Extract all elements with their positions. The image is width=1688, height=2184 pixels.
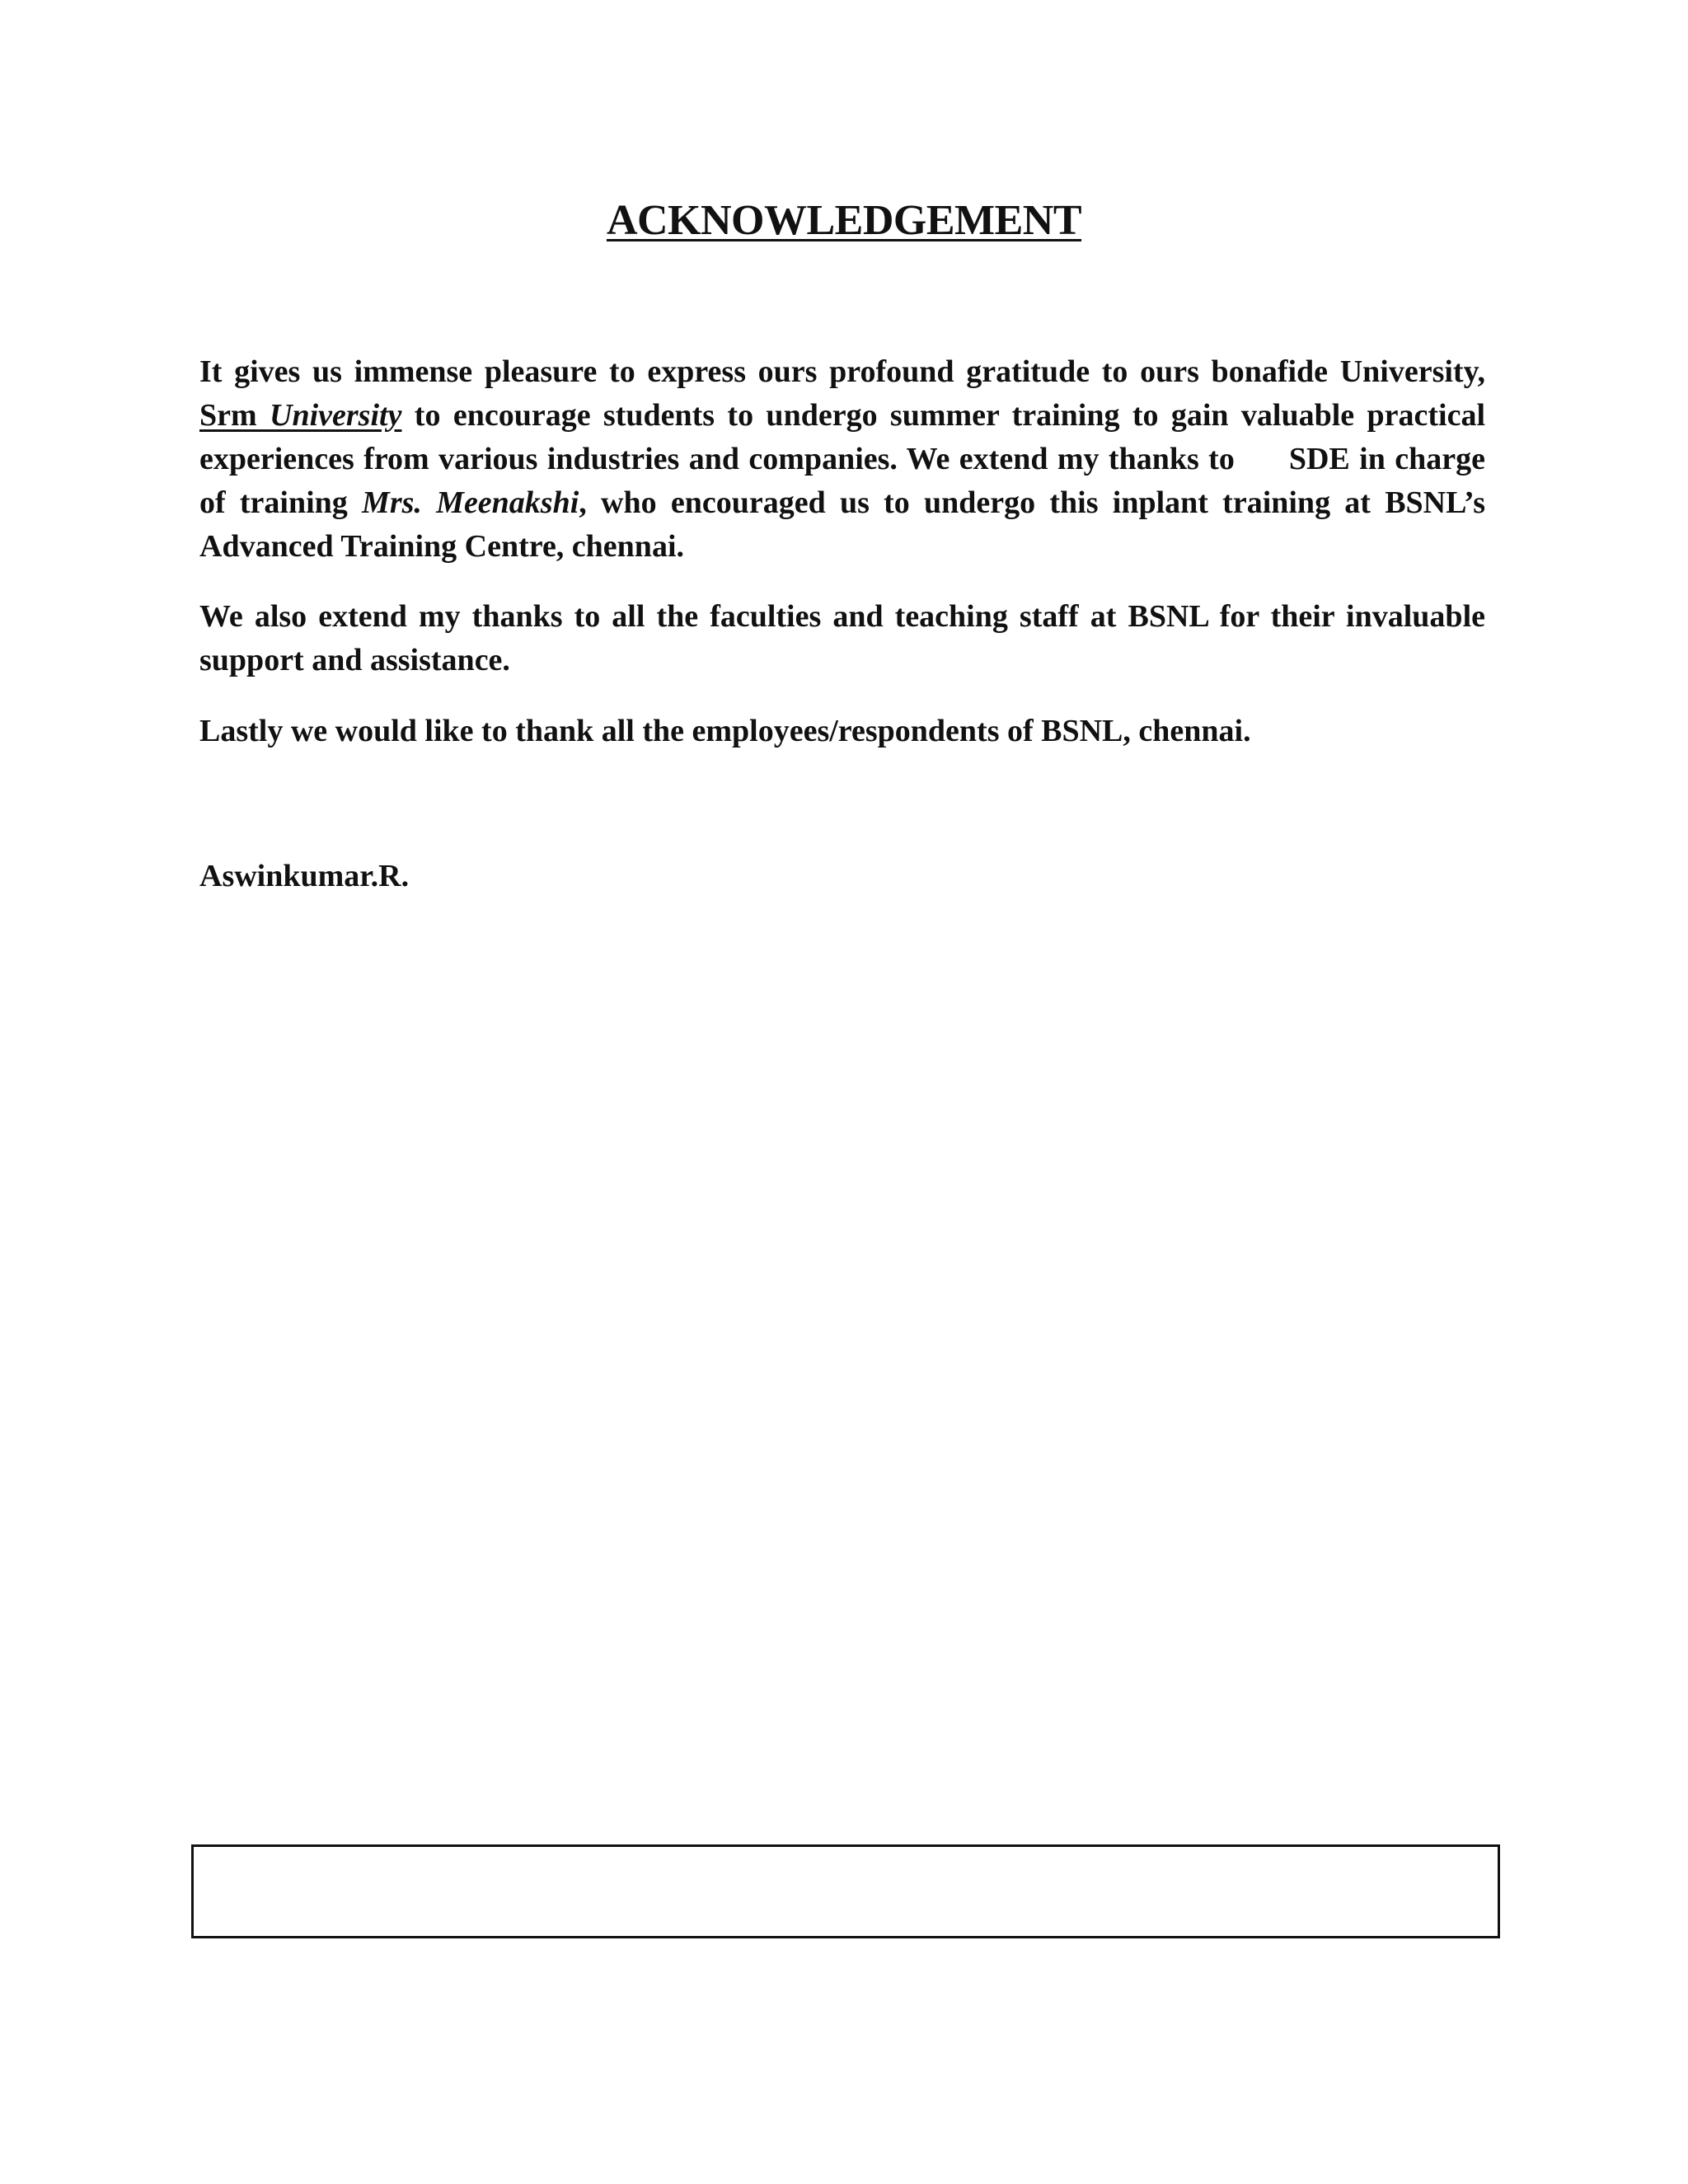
paragraph-faculty-thanks: We also extend my thanks to all the faculties and teaching staff at BSNL for their invaluable support and assistance.	[199, 599, 1485, 677]
university-name-plain: Srm	[199, 398, 270, 433]
paragraph-intro-text-1: It gives us immense pleasure to express ours profound gratitude to ours bonafide University,	[199, 354, 1485, 389]
page-title: ACKNOWLEDGEMENT	[606, 197, 1082, 244]
paragraph-intro	[199, 350, 1485, 569]
university-name	[199, 398, 401, 433]
footer-box	[191, 1844, 1500, 1938]
mentor-name: Mrs. Meenakshi	[362, 485, 579, 520]
paragraph-intro-text-4: , who encouraged us to undergo this inplant training at BSNL’s Advanced Training Centre, chennai.	[199, 485, 1486, 564]
paragraph-intro-text-2: to encourage students to undergo summer training to gain valuable practical experiences from various industries and companies. We extend my thanks to	[199, 398, 1485, 476]
university-name-italic: University	[270, 398, 402, 433]
signature-name: Aswinkumar.R.	[199, 859, 410, 893]
paragraph-employee-thanks: Lastly we would like to thank all the employees/respondents of BSNL, chennai.	[199, 714, 1251, 748]
paragraph-intro-text-3: SDE in charge of training	[199, 442, 1485, 520]
